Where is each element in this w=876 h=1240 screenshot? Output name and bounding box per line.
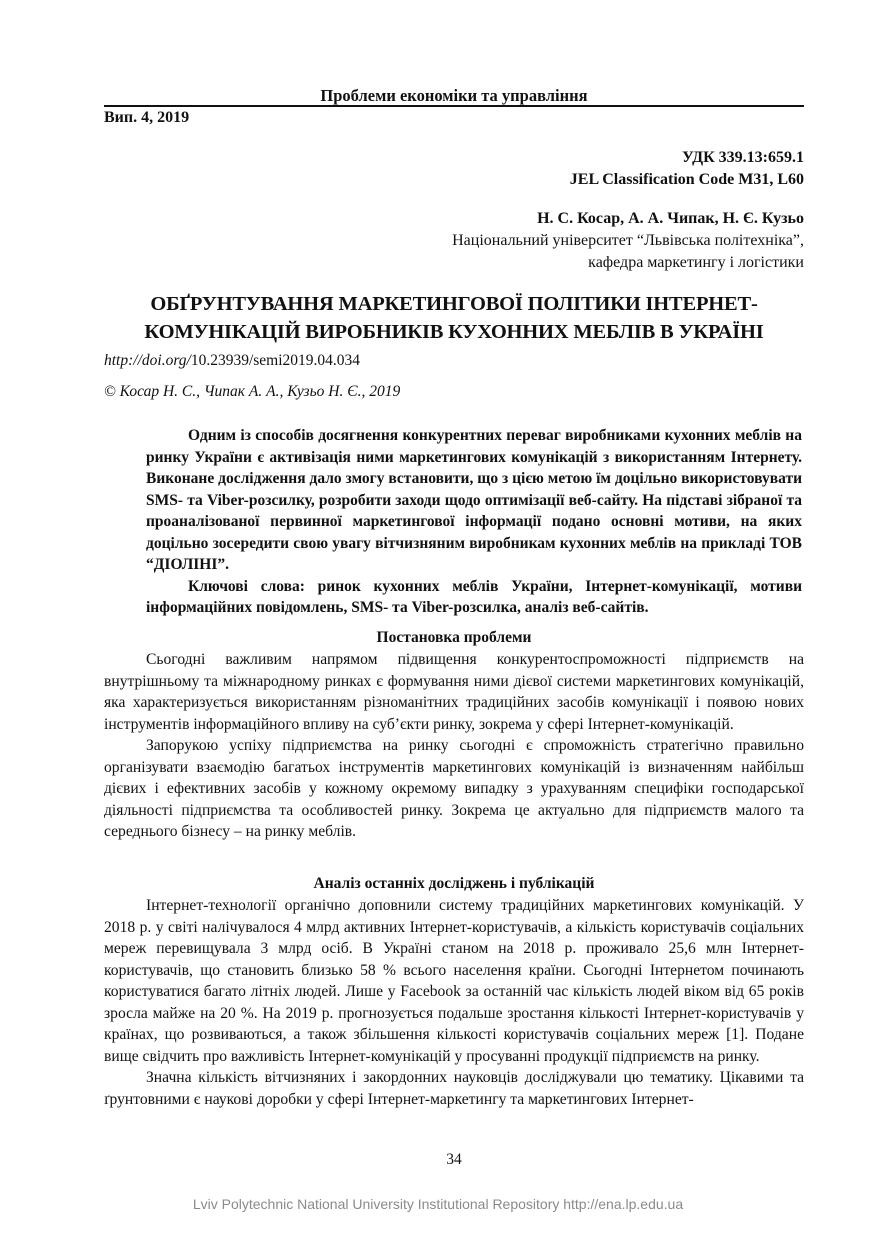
doi-link[interactable] (104, 351, 360, 371)
paragraph: Значна кількість вітчизняних і закордонних науковців досліджували цю тематику. Цікавими та ґрунтовними є наукові доробки у сфері Інтернет-маркетингу та маркетингових Інтернет- (104, 1069, 804, 1108)
jel-code: JEL Classification Code M31, L60 (569, 171, 804, 188)
article-title-line-1: ОБҐРУНТУВАННЯ МАРКЕТИНГОВОЇ ПОЛІТИКИ ІНТЕРНЕТ- (150, 293, 758, 315)
udc-code: УДК 339.13:659.1 (681, 149, 804, 166)
abstract (146, 425, 802, 619)
article-title (104, 290, 804, 346)
header-divider (104, 105, 804, 107)
authors: Н. С. Косар, А. А. Чипак, Н. Є. Кузьо (537, 210, 804, 227)
paragraph: Інтернет-технології органічно доповнили систему традиційних маркетингових комунікацій. У 2018 р. у світі налічувалося 4 млрд активних Інтернет-користувачів, а кількість користувачів соціальних мереж перевищувала 3 млрд осіб. В Україні станом на 2018 р. проживало 25,6 млн Інтернет-користувачів, що становить близько 58 % всього населення країни. Сьогодні Інтернетом починають користуватися багато літніх людей. Лише у Facebook за останній час кількість людей віком від 65 років зросла майже на 20 %. На 2019 р. прогнозується подальше зростання кількості Інтернет-користувачів у країнах, що розвиваються, а також збільшення кількості користувачів соціальних мереж [1]. Подане вище свідчить про важливість Інтернет-комунікацій у просуванні продукції підприємств на ринку. (104, 897, 804, 1065)
copyright-notice: © Косар Н. С., Чипак А. А., Кузьо Н. Є., 2019 (104, 383, 401, 400)
affiliation-department: кафедра маркетингу і логістики (588, 254, 804, 271)
journal-title: Проблеми економіки та управління (320, 86, 588, 105)
article-title-line-2: КОМУНІКАЦІЙ ВИРОБНИКІВ КУХОННИХ МЕБЛІВ В УКРАЇНІ (144, 321, 764, 343)
page-number: 34 (446, 1151, 462, 1168)
doi-suffix: 10.23939/semi2019.04.034 (190, 352, 361, 369)
paragraph: Запорукою успіху підприємства на ринку сьогодні є спроможність стратегічно правильно організувати взаємодію багатьох інструментів маркетингових комунікацій із визначенням найбільш дієвих і ефективних засобів у кожному окремому випадку з урахуванням специфіки господарської діяльності підприємства та особливостей ринку. Зокрема це актуально для підприємств малого та середнього бізнесу – на ринку меблів. (104, 737, 804, 840)
section-body-problem-statement (104, 649, 804, 843)
keywords: Ключові слова: ринок кухонних меблів України, Інтернет-комунікації, мотиви інформаційних повідомлень, SMS- та Viber-розсилка, аналіз веб-сайтів. (146, 577, 802, 616)
section-heading-problem-statement: Постановка проблеми (376, 629, 532, 646)
issue-label: Вип. 4, 2019 (104, 109, 190, 126)
affiliation-university: Національний університет “Львівська політехніка”, (452, 232, 804, 249)
section-heading-literature-review: Аналіз останніх досліджень і публікацій (313, 875, 595, 892)
abstract-text: Одним із способів досягнення конкурентних переваг виробниками кухонних меблів на ринку України є активізація ними маркетингових комунікацій з використанням Інтернету. Виконане дослідження дало змогу встановити, що з цією метою їм доцільно використовувати SMS- та Viber-розсилку, розробити заходи щодо оптимізації веб-сайту. На підставі зібраної та проаналізованої первинної маркетингової інформації подано основні мотиви, на яких доцільно зосередити свою увагу вітчизняним виробникам кухонних меблів на прикладі ТОВ “ДІОЛІНІ”. (146, 427, 802, 573)
paragraph: Сьогодні важливим напрямом підвищення конкурентоспроможності підприємств на внутрішньому та міжнародному ринках є формування ними дієвої системи маркетингових комунікацій, яка характеризується використанням різноманітних традиційних засобів комунікації і появою нових інструментів інформаційного впливу на суб’єкти ринку, зокрема у сфері Інтернет-комунікацій. (104, 651, 804, 733)
repository-footer: Lviv Polytechnic National University Institutional Repository http://ena.lp.edu.ua (192, 1196, 684, 1212)
section-body-literature-review (104, 895, 804, 1110)
doi-prefix: http://doi.org/ (104, 352, 191, 369)
